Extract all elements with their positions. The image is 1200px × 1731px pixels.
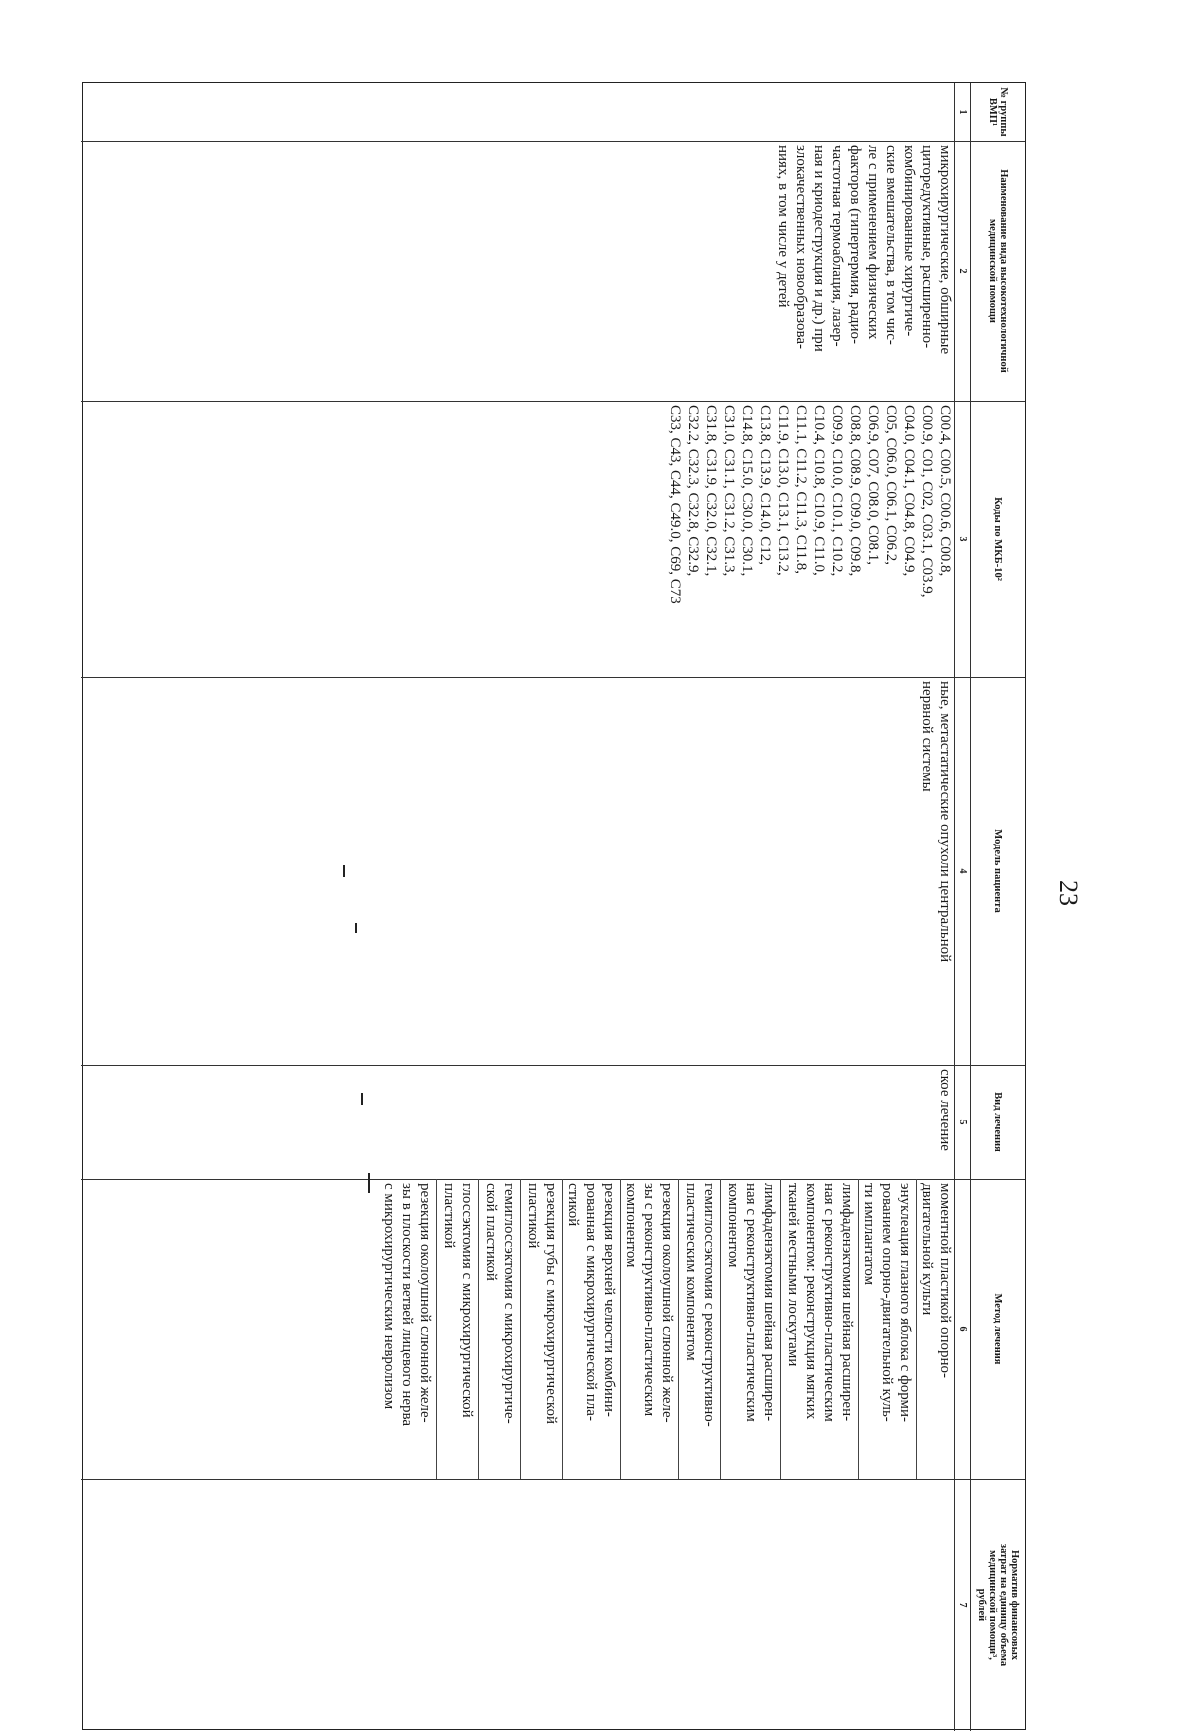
method-divider [720,1179,721,1479]
header-group-number: № группы ВМП¹ [987,87,1009,137]
method-line: рованием опорно-двигательной куль- [879,1183,895,1422]
method-line: ской пластикой [483,1183,499,1281]
method-divider [678,1179,679,1479]
method-line: зы с реконструктивно-пластическим [641,1183,657,1417]
treatment-method-item [523,1179,561,1479]
method-line: гемиглоссэктомия с реконструктивно- [701,1183,717,1427]
treatment-method-item [681,1179,719,1479]
method-line: гемиглоссэктомия с микрохирургиче- [501,1183,517,1424]
care-type-line: злокачественных новообразова- [793,145,809,350]
method-divider [478,1179,479,1479]
method-line: ная с реконструктивно-пластическим [821,1183,837,1422]
scan-mark [355,923,357,933]
header-patient-model: Модель пациента [992,829,1004,913]
care-type-line: ниях, в том числе у детей [775,145,791,308]
rotated-table-container [82,82,1026,1730]
method-line: энуклеация глазного яблока с форми- [897,1183,913,1422]
icd-line: C33, C43, C44, C49.0, C69, C73 [667,405,683,604]
method-line: компонентом: реконструкция мягких [803,1183,819,1420]
icd-line: C31.0, C31.1, C31.2, C31.3, [721,405,737,577]
treatment-method-item [917,1179,955,1479]
treatment-method-item [859,1179,915,1479]
scan-mark [368,1173,370,1193]
method-line: лимфаденэктомия шейная расширен- [761,1183,777,1422]
column-number: 5 [957,1119,969,1125]
header-treatment-type: Вид лечения [992,1092,1004,1152]
col-divider [81,1479,1025,1480]
col-divider [81,1065,1025,1066]
treatment-method-item [723,1179,779,1479]
column-number: 1 [957,109,969,115]
method-divider [436,1179,437,1479]
procedures-table [82,82,1026,1730]
method-line: тканей местными лоскутами [785,1183,801,1367]
icd-line: C14.8, C15.0, C30.0, C30.1, [739,405,755,577]
header-care-type: Наименование вида высокотехнологичной медицинской помощи [987,169,1009,373]
icd-line: C06.9, C07, C08.0, C08.1, [865,405,881,566]
method-line: зы в плоскости ветвей лицевого нерва [399,1183,415,1427]
patient-model-line: ные, метастатические опухоли центральной [937,681,953,963]
icd-line: C32.2, C32.3, C32.8, C32.9, [685,405,701,577]
icd-line: C05, C06.0, C06.1, C06.2, [883,405,899,566]
treatment-method-item [563,1179,619,1479]
method-line: резекция околоушной слюнной желе- [417,1183,433,1423]
care-type-line: циторедуктивные, расширенно- [919,145,935,349]
icd-line: C00.9, C01, C02, C03.1, C03.9, [919,405,935,598]
method-divider [562,1179,563,1479]
method-divider [520,1179,521,1479]
icd-line: C11.1, C11.2, C11.3, C11.8, [793,405,809,575]
icd-line: C10.4, C10.8, C10.9, C11.0, [811,405,827,576]
method-line: глоссэктомия с микрохирургической [459,1183,475,1418]
col-divider [81,677,1025,678]
header-icd-codes: Коды по МКБ-10² [992,497,1004,581]
care-type-line: частотная термоаблация, лазер- [829,145,845,347]
scan-mark [343,865,345,877]
method-divider [620,1179,621,1479]
care-type-line: ские вмешательства, в том чис- [883,145,899,345]
treatment-method-item [379,1179,435,1479]
column-number: 7 [957,1602,969,1608]
method-line: резекция губы с микрохирургической [543,1183,559,1424]
method-line: моментной пластикой опорно- [937,1183,953,1379]
column-number: 2 [957,268,969,274]
method-divider [916,1179,917,1479]
care-type-line: факторов (гипертермия, радио- [847,145,863,345]
method-line: ная с реконструктивно-пластическим [743,1183,759,1422]
header-treatment-method: Метод лечения [992,1293,1004,1365]
treatment-method-item [439,1179,477,1479]
col-divider [81,141,1025,142]
icd-line: C08.8, C08.9, C09.0, C09.8, [847,405,863,577]
care-type-line: ле с применением физических [865,145,881,340]
method-line: компонентом [725,1183,741,1268]
column-number: 3 [957,536,969,542]
treatment-method-item [481,1179,519,1479]
treatment-method-item [783,1179,857,1479]
care-type-line: комбинированные хирургиче- [901,145,917,337]
method-divider [858,1179,859,1479]
method-line: рованная с микрохирургической пла- [583,1183,599,1421]
method-line: резекция околоушной слюнной желе- [659,1183,675,1423]
method-line: резекция верхней челюсти комбини- [601,1183,617,1417]
treatment-type-cell: ское лечение [937,1069,953,1151]
col-divider [81,401,1025,402]
method-line: ти имплантатом [861,1183,877,1286]
care-type-line: микрохирургические, обширные [937,145,953,355]
patient-model-cell [918,681,954,1063]
care-type-cell [774,145,954,399]
icd-line: C09.9, C10.0, C10.1, C10.2, [829,405,845,577]
icd-line: C13.8, C13.9, C14.0, C12, [757,405,773,566]
method-line: пластическим компонентом [683,1183,699,1361]
icd-line: C11.9, C13.0, C13.1, C13.2, [775,405,791,576]
method-line: компонентом [623,1183,639,1268]
method-line: пластикой [525,1183,541,1249]
column-number: 6 [957,1326,969,1332]
treatment-method-item [621,1179,677,1479]
method-line: стикой [565,1183,581,1227]
method-line: пластикой [441,1183,457,1249]
method-line: лимфаденэктомия шейная расширен- [839,1183,855,1422]
icd-line: C00.4, C00.5, C00.6, C00.8, [937,405,953,577]
method-divider [780,1179,781,1479]
patient-model-line: нервной системы [919,681,935,792]
icd-codes-cell [666,405,954,677]
treatment-methods-column [81,1179,955,1479]
care-type-line: ная и криодеструкция и др.) при [811,145,827,352]
page-number: 23 [1054,880,1083,906]
header-cost-standard: Норматив финансовых затрат на единицу объема медицинской помощи³, рублей [976,1543,1020,1667]
method-line: двигательной культи [919,1183,935,1316]
column-number: 4 [957,868,969,874]
scan-mark [361,1093,363,1105]
icd-line: C31.8, C31.9, C32.0, C32.1, [703,405,719,577]
icd-line: C04.0, C04.1, C04.8, C04.9, [901,405,917,577]
method-line: с микрохирургическим невролизом [381,1183,397,1410]
